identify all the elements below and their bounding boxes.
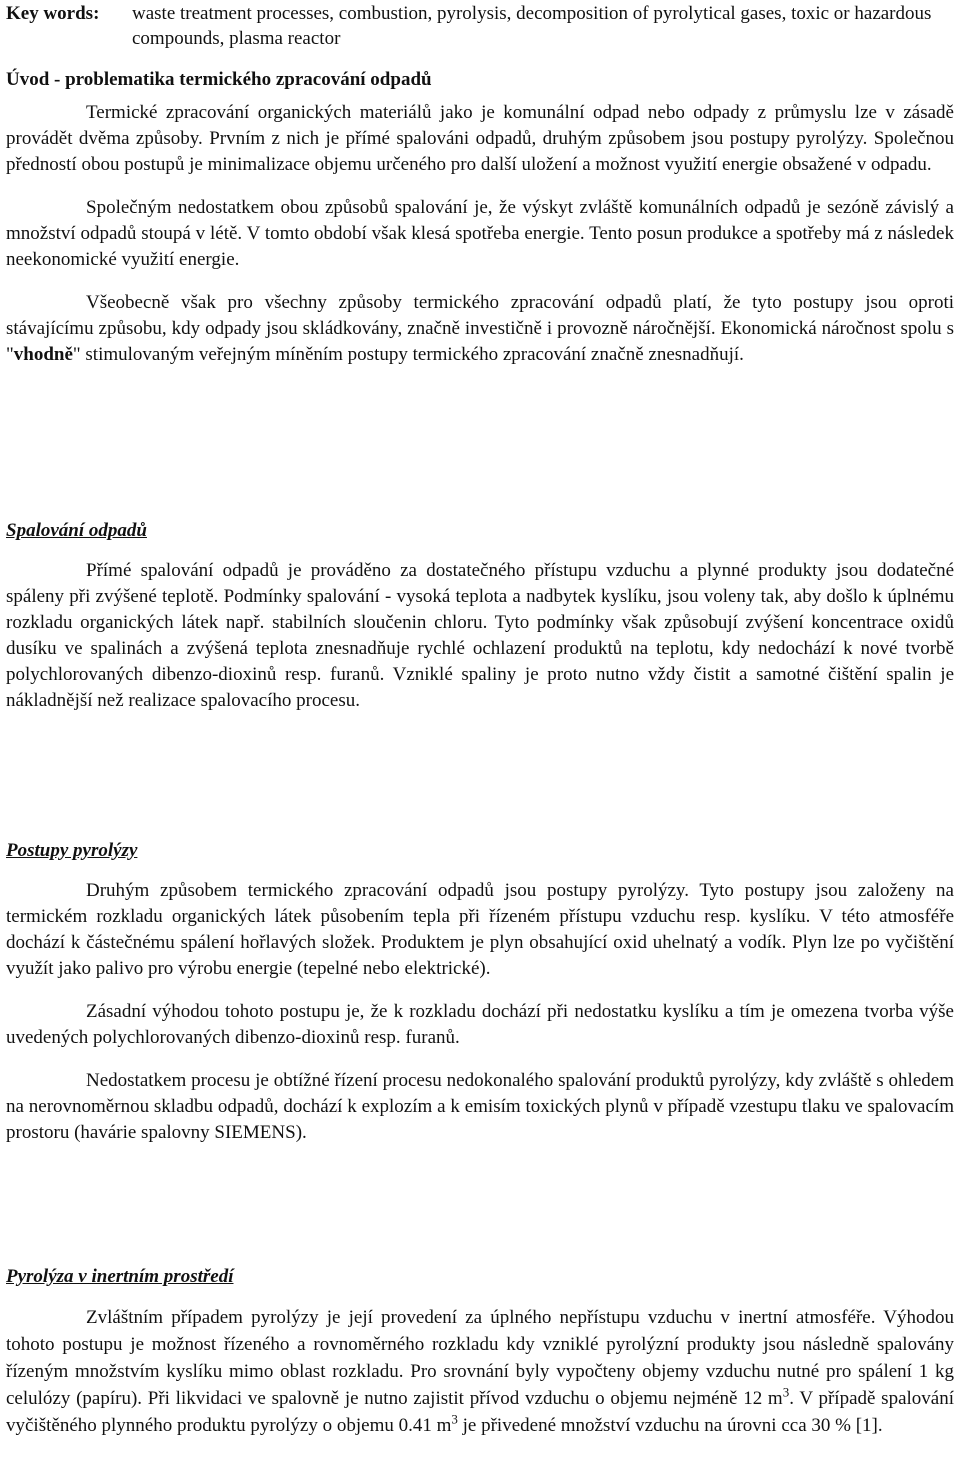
inert-paragraph-1-text-b: . V případě spalování vyčištěného plynného produktu pyrolýzy o objemu 0.41 m bbox=[6, 1388, 955, 1436]
intro-heading: Úvod - problematika termického zpracování odpadů bbox=[6, 69, 432, 90]
postupy-paragraph-1: Druhým způsobem termického zpracování odpadů jsou postupy pyrolýzy. Tyto postupy jsou založeny na termickém rozkladu organických látek působením tepla při řízeném přístupu vzduchu resp. kyslíku. V této atmosféře dochází k částečnému spálení hořlavých složek. Produktem je plyn obsahující oxid uhelnatý a vodík. Plyn lze po vyčištění využít jako palivo pro výrobu energie (tepelné nebo elektrické). bbox=[6, 880, 954, 979]
superscript-cubed-2: 3 bbox=[451, 1411, 458, 1427]
postupy-paragraph-3: Nedostatkem procesu je obtížné řízení procesu nedokonalého spalování produktů pyrolýzy, kdy zvláště s ohledem na nerovnoměrnou skladbu odpadů, dochází k explozím a k emisím toxických plynů v případě vzestupu tlaku ve spalovacím prostoru (havárie spalovny SIEMENS). bbox=[6, 1070, 954, 1143]
intro-paragraph-1: Termické zpracování organických materiálů jako je komunální odpad nebo odpady z průmyslu lze v zásadě provádět dvěma způsoby. Prvním z nich je přímé spalováni odpadů, druhým způsobem jsou postupy pyrolýzy. Společnou předností obou postupů je minimalizace objemu určeného pro další uložení a možnost využití energie obsažené v odpadu. bbox=[6, 102, 954, 175]
intro-paragraph-3-text-a: Všeobecně však pro všechny způsoby termického zpracování odpadů platí, že tyto postupy jsou oproti stávajícímu způsobu, kdy odpady jsou skládkovány, značně investičně i provozně náročnější. Ekonomická náročnost spolu s " bbox=[6, 292, 954, 365]
inert-section bbox=[6, 1264, 954, 1439]
superscript-cubed-1: 3 bbox=[782, 1384, 790, 1400]
intro-paragraph-3-text-b: " stimulovaným veřejným míněním postupy termického zpracování značně znesnadňují. bbox=[72, 344, 744, 365]
spalovani-paragraph-1: Přímé spalování odpadů je prováděno za dostatečného přístupu vzduchu a plynné produkty jsou dodatečné spáleny při zvýšené teplotě. Podmínky spalování - vysoká teplota a nadbytek kyslíku, jsou voleny tak, aby došlo k úplnému rozkladu organických látek např. stabilních sloučenin chloru. Tyto podmínky však způsobují zvýšení koncentrace oxidů dusíku ve spalinách a zvýšená teplota znesnadňuje rychlé ochlazení produktů na teplotu, kdy nedochází k nové tvorbě polychlorovaných dibenzo-dioxinů resp. furanů. Vzniklé spaliny je proto nutno vždy čistit a samotné čištění spalin je nákladnější než realizace spalovacího procesu. bbox=[6, 560, 954, 711]
intro-section bbox=[6, 67, 954, 368]
spalovani-section bbox=[6, 518, 954, 714]
postupy-paragraph-2: Zásadní výhodou tohoto postupu je, že k rozkladu dochází při nedostatku kyslíku a tím je omezena tvorba výše uvedených polychlorovaných dibenzo-dioxinů resp. furanů. bbox=[6, 1001, 954, 1048]
intro-paragraph-3 bbox=[6, 290, 954, 368]
intro-paragraph-2: Společným nedostatkem obou způsobů spalování je, že výskyt zvláště komunálních odpadů je sezóně závislý a množství odpadů stoupá v létě. V tomto období však klesá spotřeba energie. Tento posun produkce a spotřeby má z následek neekonomické využití energie. bbox=[6, 197, 954, 270]
inert-paragraph-1-text-a: Zvláštním případem pyrolýzy je její provedení za úplného nepřístupu vzduchu v inertní atmosféře. Výhodou tohoto postupu je možnost řízeného a rovnoměrného rozkladu kdy vzniklé pyrolýzní produkty jsou následně spalovány řízeným množstvím kyslíku mimo oblast rozkladu. Pro srovnání byly vypočteny objemy vzduchu nutné pro spálení 1 kg celulózy (papíru). Při likvidaci ve spalovně je nutno zajistit přívod vzduchu o objemu nejméně 12 m bbox=[6, 1307, 954, 1409]
postupy-heading: Postupy pyrolýzy bbox=[6, 840, 138, 861]
keywords-text: waste treatment processes, combustion, pyrolysis, decomposition of pyrolytical gases, toxic or hazardous compounds, plasma reactor bbox=[132, 3, 932, 49]
inert-paragraph-1-text-c: je přivedené množství vzduchu na úrovni cca 30 % [1]. bbox=[457, 1415, 883, 1436]
inert-paragraph-1 bbox=[6, 1304, 954, 1439]
inert-heading: Pyrolýza v inertním prostředí bbox=[6, 1266, 234, 1287]
keywords-label: Key words: bbox=[6, 3, 100, 24]
postupy-section bbox=[6, 838, 954, 1146]
intro-paragraph-3-bold: vhodně bbox=[13, 344, 73, 365]
spalovani-heading: Spalování odpadů bbox=[6, 520, 147, 541]
keywords-block bbox=[6, 1, 958, 51]
